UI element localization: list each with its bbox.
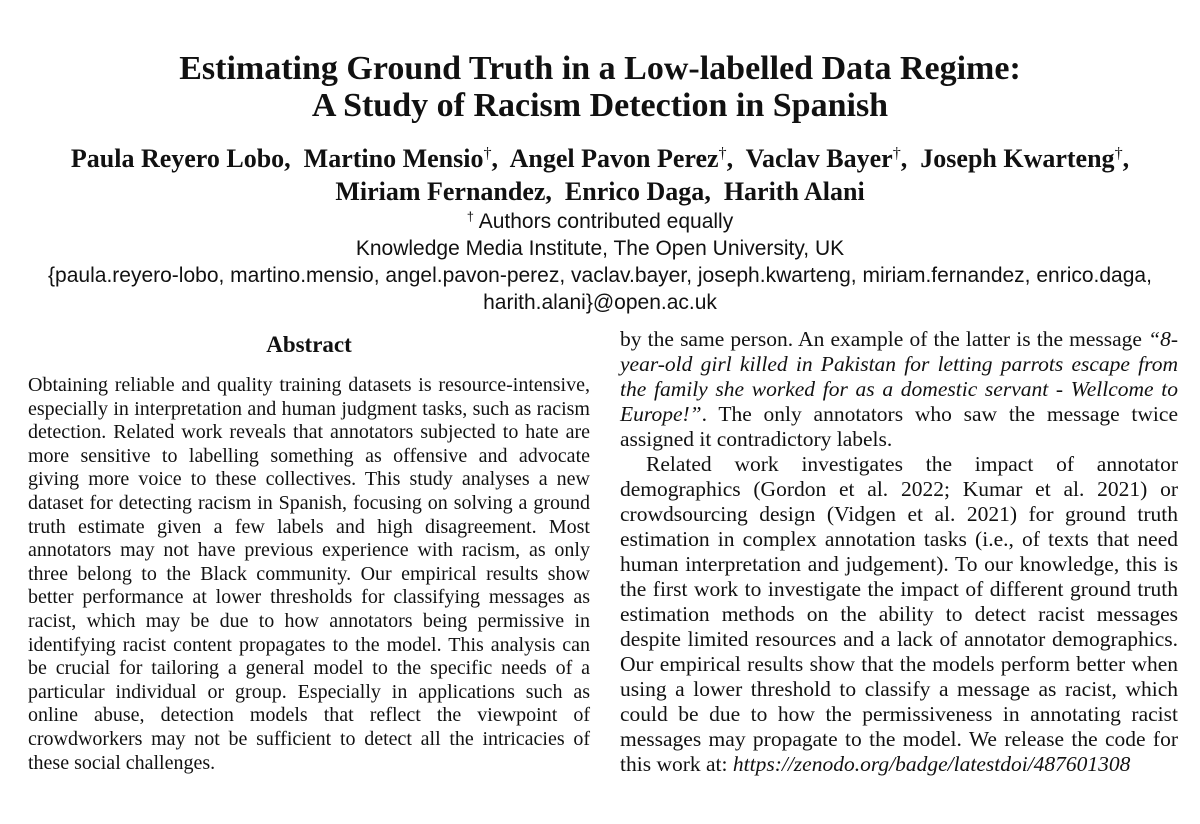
- affiliation-block: [0, 208, 1200, 316]
- equal-contribution-mark: †: [483, 145, 492, 163]
- paper-title-line-2: A Study of Racism Detection in Spanish: [311, 87, 889, 124]
- paper-title: [0, 50, 1200, 124]
- abstract-text: Obtaining reliable and quality training datasets is resource-intensive, especially in interpretation and human judgment tasks, such as racism detection. Related work reveals that annotators subjected to hate are more sensitive to labelling something as offensive and advocate giving more voice to these collectives. This study analyses a new dataset for detecting racism in Spanish, focusing on solving a ground truth estimate given a few labels and high disagreement. Most annotators may not have previous experience with racism, as only three belong to the Black community. Our empirical results show better performance at lower thresholds for classifying messages as racist, which may be due to how annotators being permissive in identifying racist content propagates to the model. This analysis can be crucial for tailoring a general model to the specific needs of a particular individual or group. Especially in applications such as online abuse, detection models that reflect the viewpoint of crowdworkers may not be sufficient to detect all the intricacies of these social challenges.: [28, 374, 590, 774]
- equal-contribution-mark: †: [1114, 145, 1123, 163]
- paragraph-text: . The only annotators who saw the message twice assigned it contradictory labels.: [620, 402, 1178, 451]
- dagger-mark: †: [466, 208, 475, 224]
- author-emails-line-1: {paula.reyero-lobo, martino.mensio, angel.pavon-perez, vaclav.bayer, joseph.kwarteng, miriam.fernandez, enrico.daga,: [48, 264, 1152, 287]
- paragraph-text: Related work investigates the impact of annotator demographics (Gordon et al. 2022; Kumar et al. 2021) or crowdsourcing design (Vidgen et al. 2021) for ground truth estimation in complex annotation tasks (i.e., of texts that need human interpretation and judgement). To our knowledge, this is the first work to investigate the impact of different ground truth estimation methods on the ability to detect racist messages despite limited resources and a lack of annotator demographics. Our empirical results show that the models perform better when using a lower threshold to classify a message as racist, which could be due to how the permissiveness in annotating racist messages may propagate to the model. We release the code for this work at:: [620, 452, 1178, 776]
- paper-title-line-1: Estimating Ground Truth in a Low-labelled Data Regime:: [179, 50, 1021, 87]
- paragraph-text: by the same person. An example of the latter is the message: [620, 327, 1149, 351]
- author-name: Martino Mensio: [303, 144, 484, 173]
- author-emails-line-2: harith.alani}@open.ac.uk: [483, 291, 717, 314]
- body-paragraph-2: [620, 452, 1178, 777]
- equal-contribution-mark: †: [718, 145, 727, 163]
- equal-contribution-mark: †: [892, 145, 901, 163]
- abstract-heading: Abstract: [266, 332, 352, 357]
- author-name: Enrico Daga: [564, 177, 705, 206]
- equal-contribution-text: Authors contributed equally: [478, 210, 734, 233]
- author-name: Joseph Kwarteng: [920, 144, 1115, 173]
- institution: Knowledge Media Institute, The Open University, UK: [355, 237, 845, 260]
- author-name: Paula Reyero Lobo: [70, 144, 285, 173]
- example-message-quote: “8-year-old girl killed in Pakistan for letting parrots escape from the family she worked for as a domestic servant - Wellcome to Europe!”: [620, 327, 1178, 426]
- author-name: Miriam Fernandez: [335, 177, 546, 206]
- right-column: [620, 327, 1178, 777]
- left-column: [28, 330, 590, 775]
- code-link[interactable]: https://zenodo.org/badge/latestdoi/487601308: [732, 752, 1131, 776]
- author-name: Vaclav Bayer: [745, 144, 893, 173]
- author-list: Paula Reyero Lobo, Martino Mensio†, Angel Pavon Perez†, Vaclav Bayer†, Joseph Kwarteng†, Miriam Fernandez, Enrico Daga, Harith Alani: [70, 144, 1130, 206]
- author-name: Angel Pavon Perez: [509, 144, 719, 173]
- equal-contribution-note: [0, 208, 1200, 235]
- body-paragraph-1: [620, 327, 1178, 452]
- author-name: Harith Alani: [723, 177, 865, 206]
